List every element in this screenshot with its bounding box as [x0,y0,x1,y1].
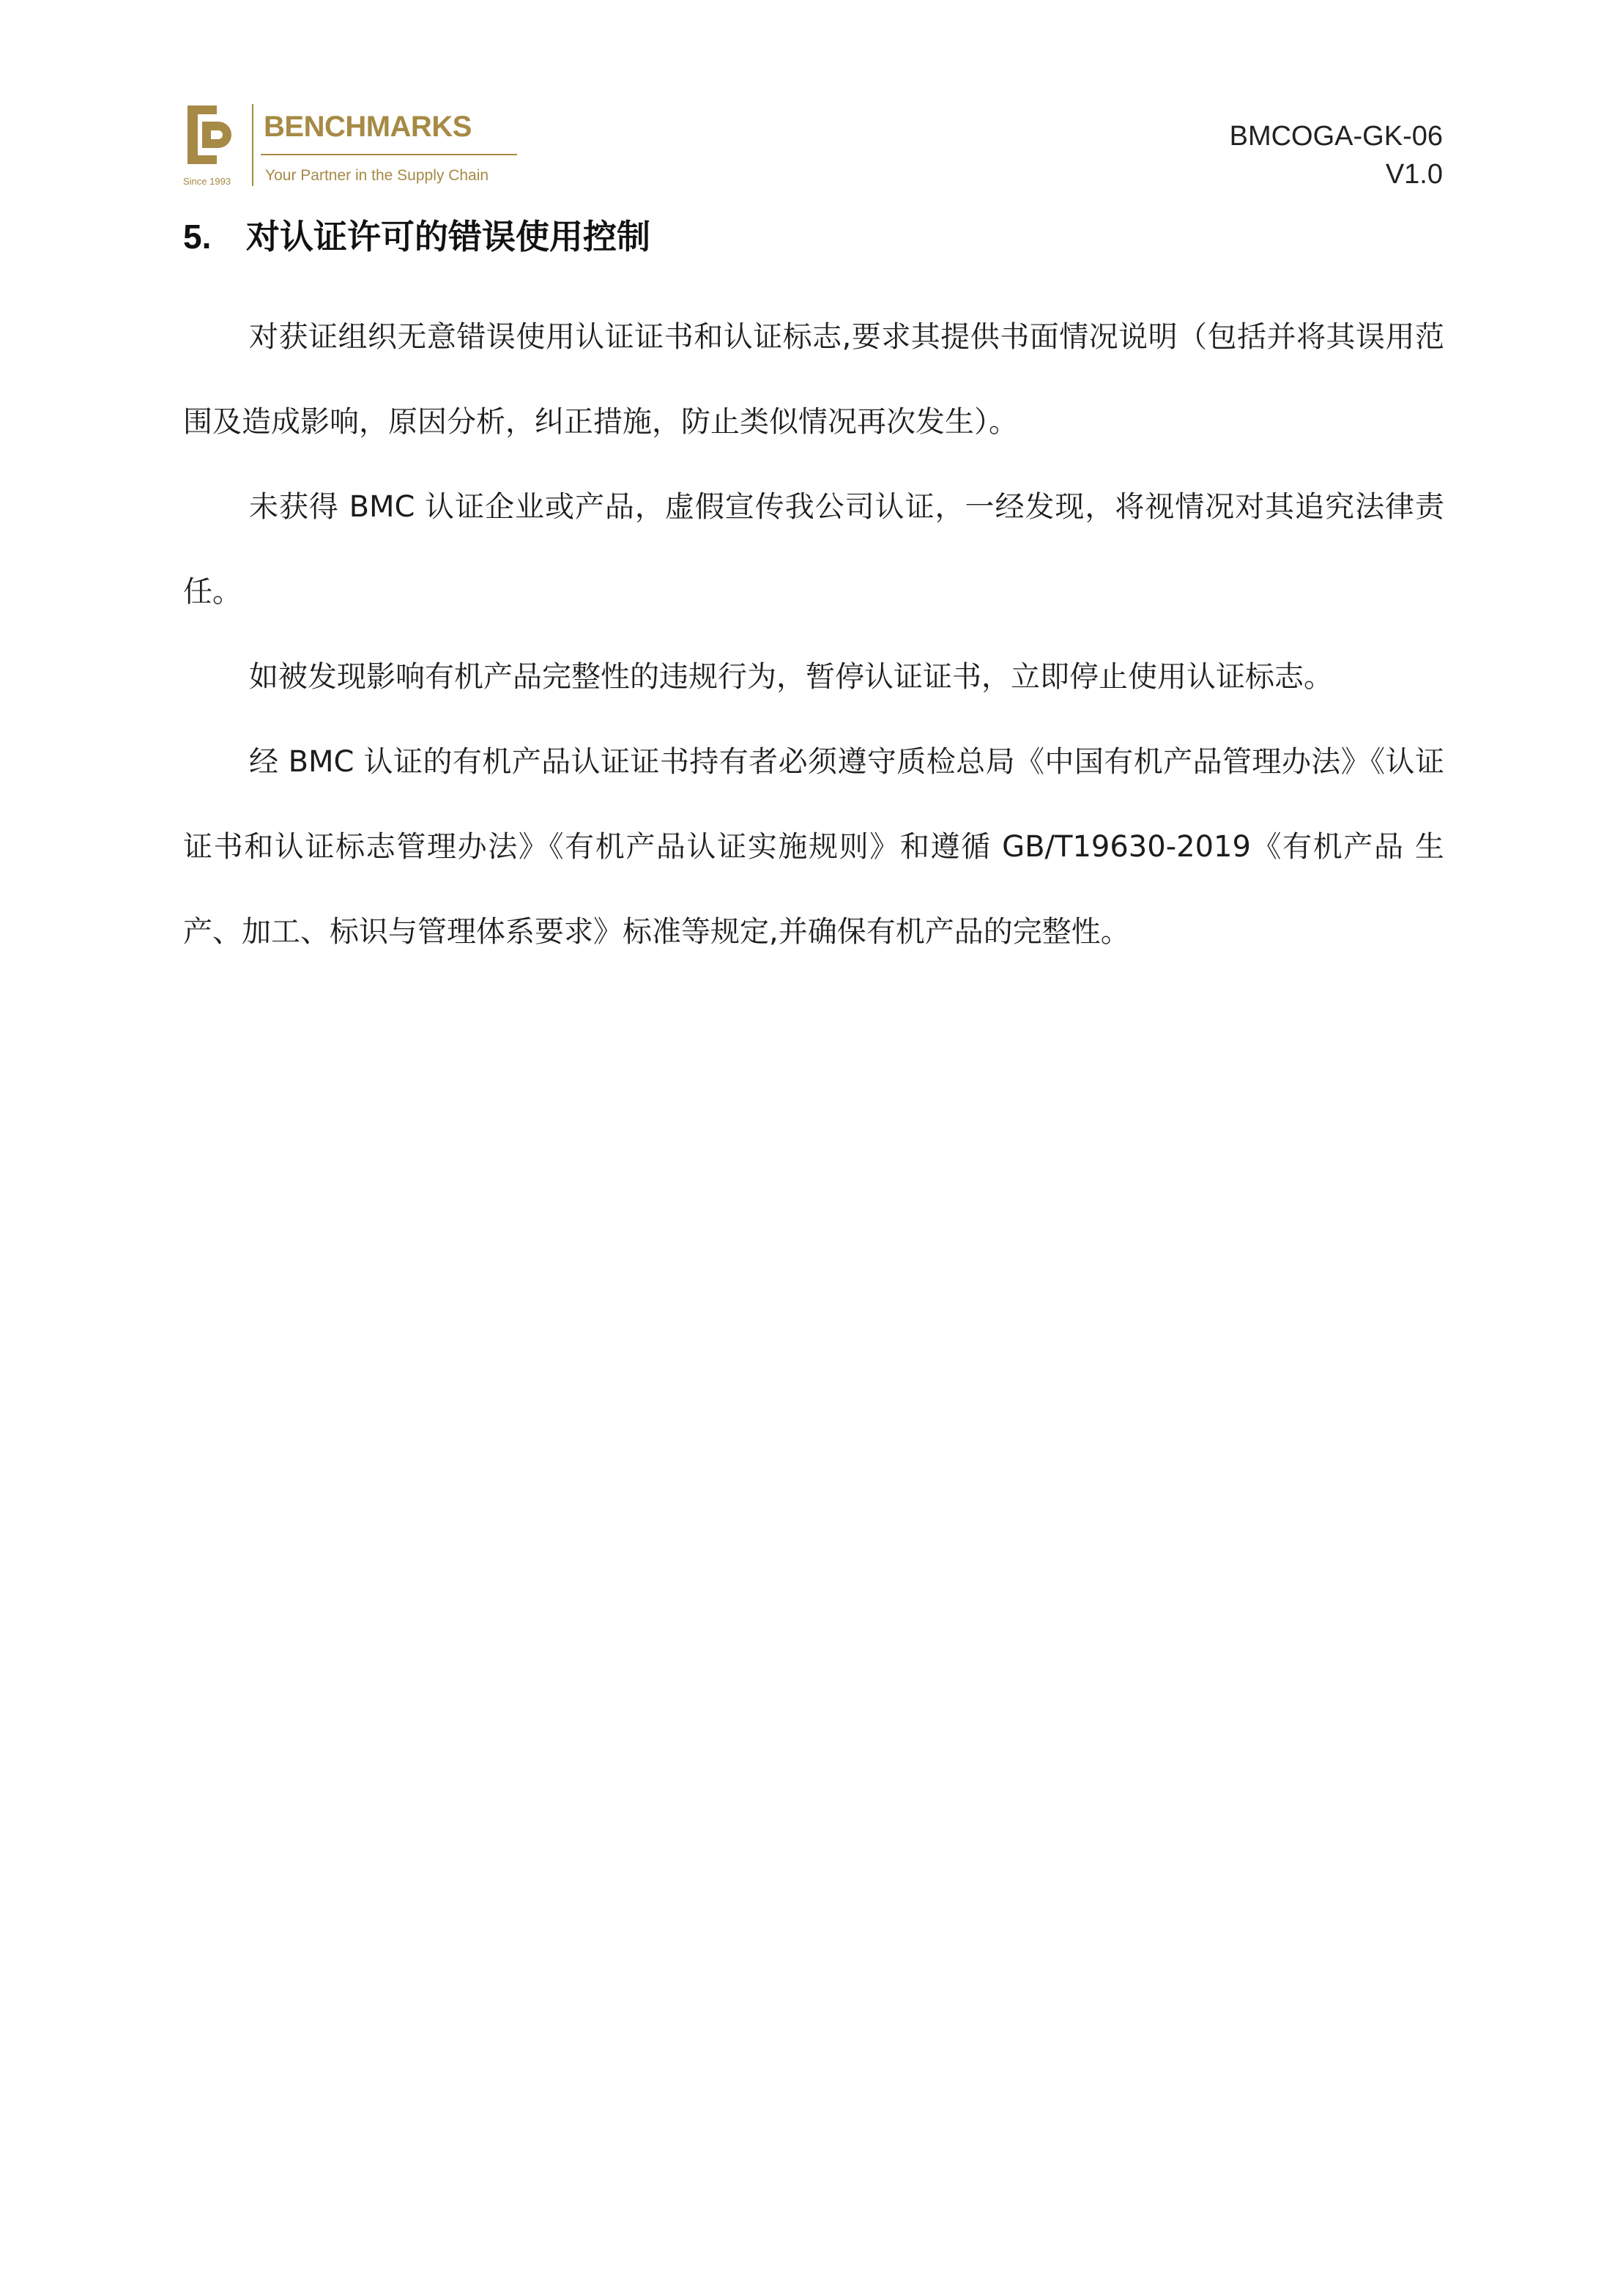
section-number: 5. [183,218,212,256]
logo-since: Since 1993 [183,176,231,187]
paragraph-suspension: 如被发现影响有机产品完整性的违规行为，暂停认证证书，立即停止使用认证标志。 [249,660,1333,694]
section-heading [183,212,650,261]
document-code-block [1230,117,1443,193]
logo-tagline: Your Partner in the Supply Chain [265,167,489,184]
document-version: V1.0 [1385,159,1443,190]
section-title: 对认证许可的错误使用控制 [246,217,650,256]
document-code: BMCOGA-GK-06 [1229,121,1443,152]
section-body [183,295,1444,974]
paragraph-false-claims: 未获得 BMC 认证企业或产品，虚假宣传我公司认证，一经发现，将视情况对其追究法律责任。 [183,490,1444,609]
logo-brand-name: BENCHMARKS [264,111,472,143]
benchmarks-logo [183,101,520,196]
logo-monogram-icon [187,105,231,164]
logo-divider [252,104,253,186]
logo-underline [261,154,517,155]
paragraph-misuse-report: 对获证组织无意错误使用认证证书和认证标志,要求其提供书面情况说明（包括并将其误用范围及造成影响，原因分析，纠正措施，防止类似情况再次发生）。 [183,320,1444,439]
paragraph-compliance: 经 BMC 认证的有机产品认证证书持有者必须遵守质检总局《中国有机产品管理办法》《认证证书和认证标志管理办法》《有机产品认证实施规则》和遵循 GB/T19630-2019《有机产品 生产、加工、标识与管理体系要求》标准等规定,并确保有机产品的完整性。 [183,745,1444,949]
